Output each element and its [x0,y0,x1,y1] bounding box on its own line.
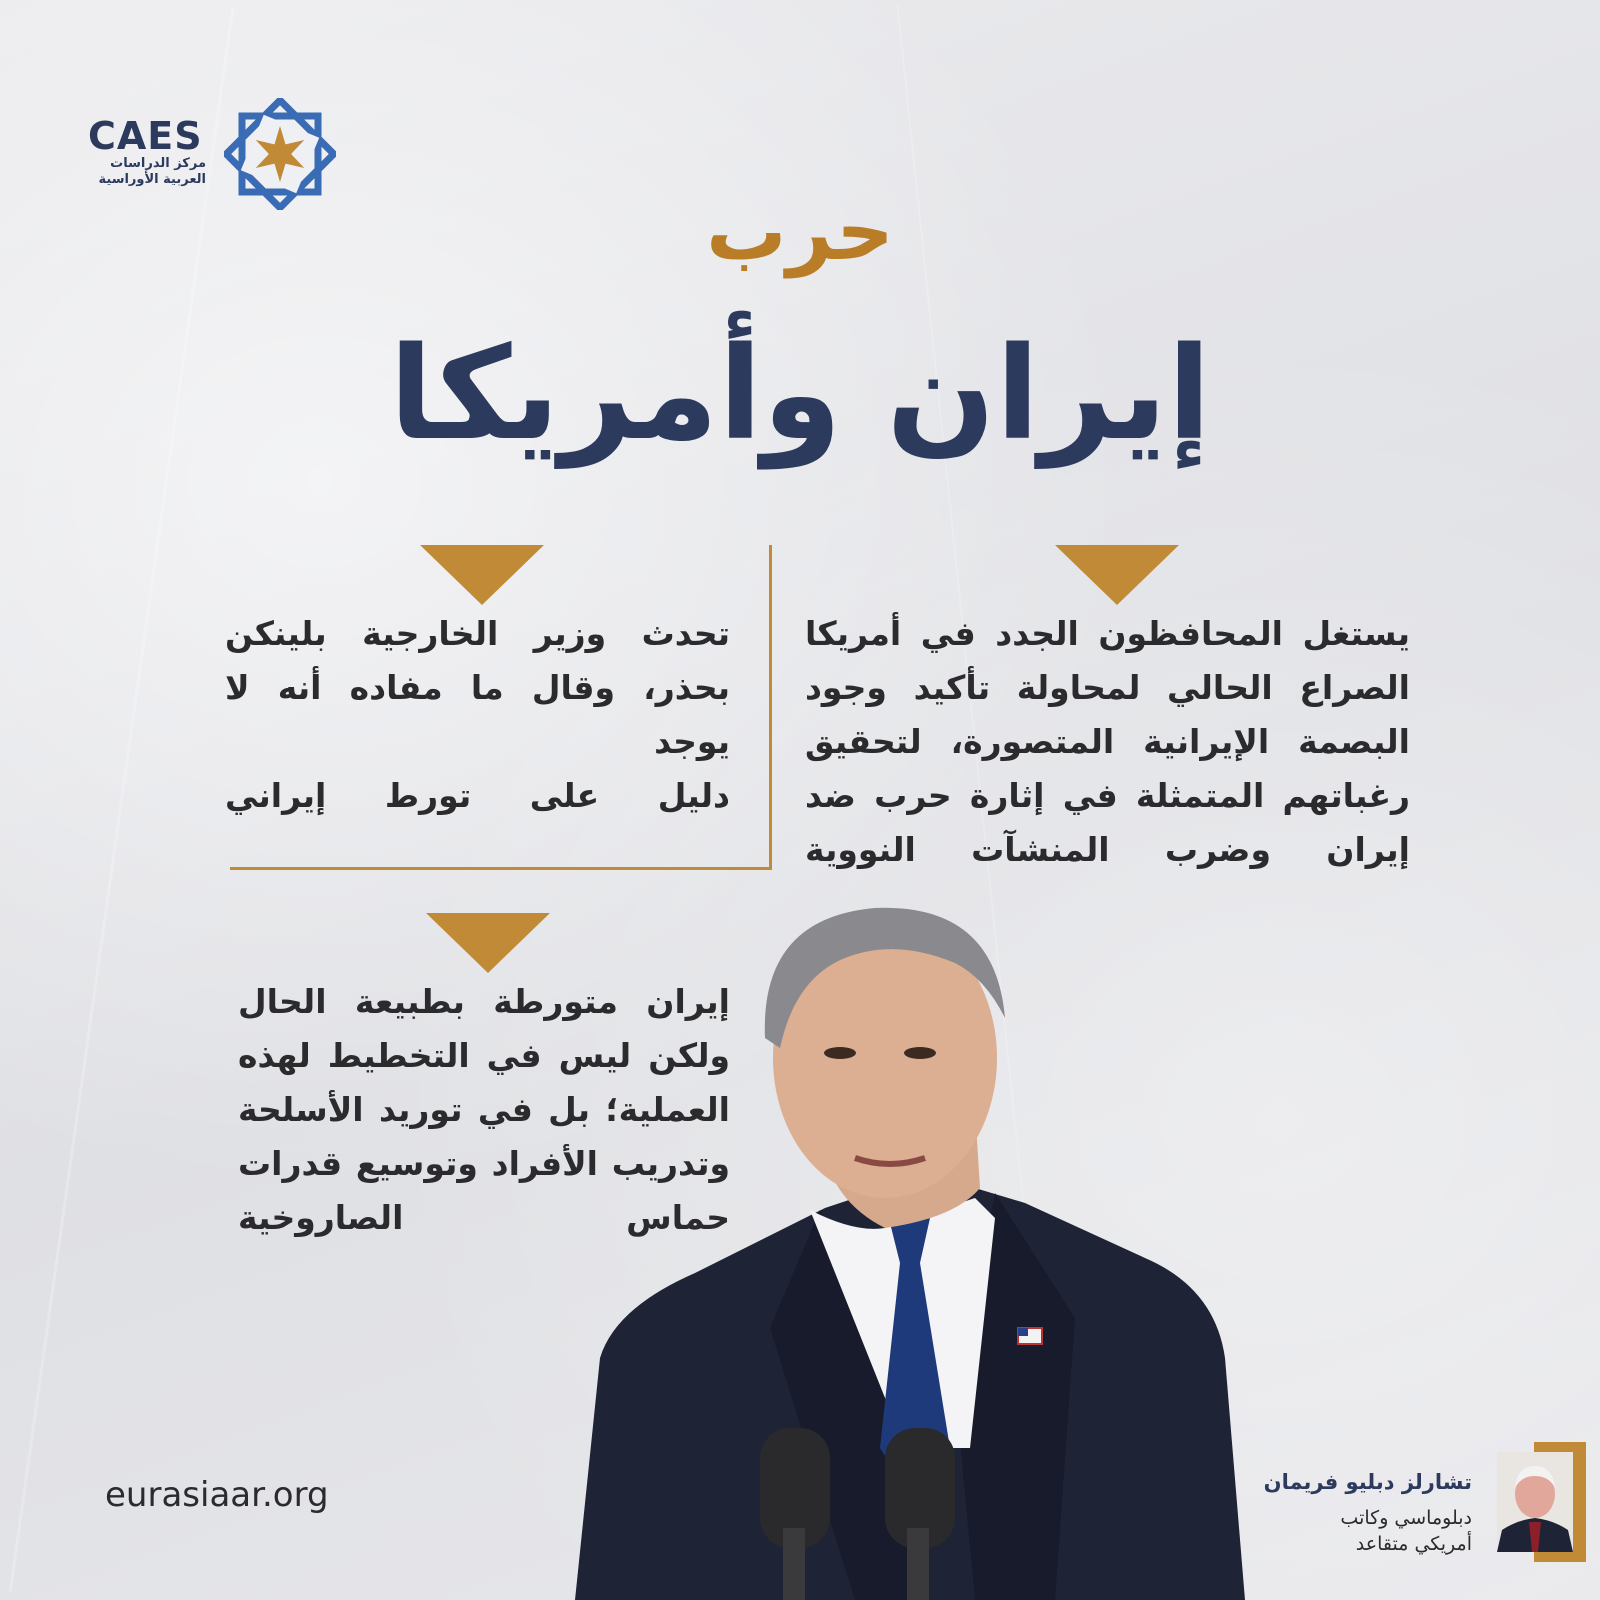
author-name: تشارلز دبليو فريمان [1263,1470,1472,1494]
text-line: بحذر، وقال ما مفاده أنه لا يوجد [225,668,730,761]
logo-name-line2: العربية الأوراسية [98,172,206,187]
website-url: eurasiaar.org [105,1475,329,1515]
text-line: البصمة الإيرانية المتصورة، لتحقيق [805,722,1410,761]
author-role [1262,1505,1472,1557]
divider-horizontal [230,867,772,870]
logo-text [88,116,213,188]
logo-name-line1: مركز الدراسات [110,156,206,171]
text-line: يستغل المحافظون الجدد في أمريكا [805,614,1410,653]
text-line: الصراع الحالي لمحاولة تأكيد وجود [805,668,1410,707]
headline-top: حرب [706,185,894,278]
text-line: العملية؛ بل في توريد الأسلحة [238,1090,730,1129]
text-line: إيران متورطة بطبيعة الحال [238,982,730,1021]
paper-crease [9,8,235,1593]
star-emblem-icon [224,98,336,210]
triangle-marker-icon [1055,545,1179,605]
triangle-marker-icon [420,545,544,605]
divider-vertical [769,545,772,870]
logo-abbr: CAES [88,114,203,158]
caes-logo [88,98,338,213]
text-line: تحدث وزير الخارجية بلينكن [225,614,730,653]
text-block-left-top [225,607,730,823]
triangle-marker-icon [426,913,550,973]
speaker-photo [555,888,1255,1600]
text-line: وتدريب الأفراد وتوسيع قدرات [238,1144,730,1183]
headline-main: إيران وأمريكا [388,320,1212,469]
text-line: إيران وضرب المنشآت النووية [805,830,1410,869]
text-line: حماس الصاروخية [238,1198,730,1237]
author-role-line: أمريكي متقاعد [1355,1533,1472,1555]
text-line: رغباتهم المتمثلة في إثارة حرب ضد [805,776,1410,815]
text-line: ولكن ليس في التخطيط لهذه [238,1036,730,1075]
author-avatar [1497,1452,1573,1552]
text-line: دليل على تورط إيراني [225,776,730,815]
text-block-right [805,607,1410,877]
author-role-line: دبلوماسي وكاتب [1340,1507,1472,1529]
